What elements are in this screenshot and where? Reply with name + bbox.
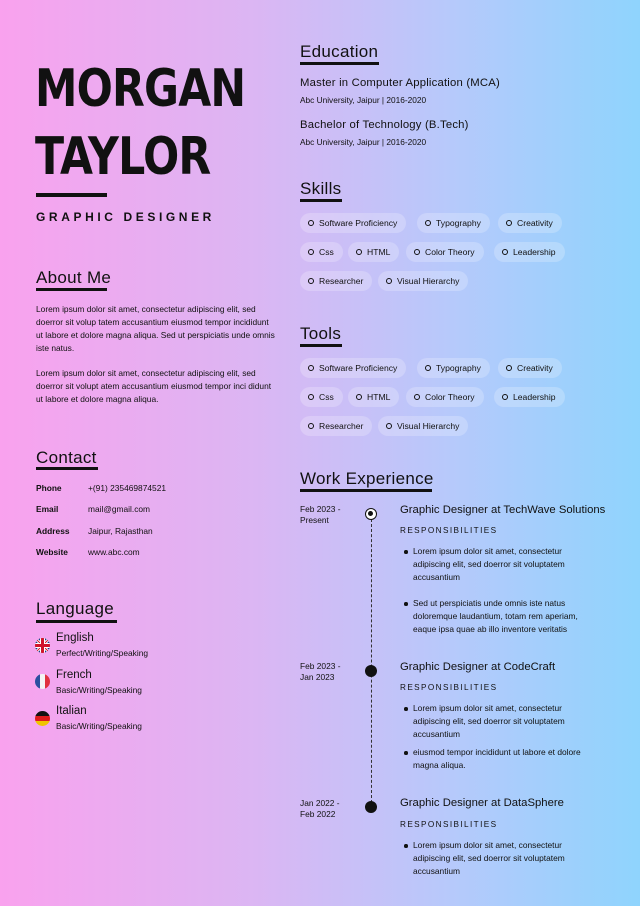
work-underline [300, 489, 432, 492]
tool-chip: HTML [348, 387, 399, 407]
skill-chip: HTML [348, 242, 399, 262]
contact-underline [36, 467, 98, 470]
about-paragraph-1: Lorem ipsum dolor sit amet, consectetur adipiscing elit, sed doerror sit volup tatem accusantium eiusmod tempor incididunt ut labore et dolore magna aliqua. Sed ut perspiciatis unde omnis iste natus. [36, 304, 275, 353]
tool-chip: Creativity [498, 358, 562, 378]
skills-underline [300, 199, 342, 202]
tool-chip: Software Proficiency [300, 358, 406, 378]
education-detail-2: Abc University, Jaipur | 2016-2020 [300, 137, 427, 147]
language-italian: Italian [56, 705, 87, 717]
timeline-line [371, 514, 372, 808]
name-underline [36, 193, 107, 197]
skill-chip: Creativity [498, 213, 562, 233]
timeline-dot [365, 665, 377, 677]
job-1-bullet-2: Sed ut perspiciatis unde omnis iste natus doloremque laudantium, totam rem aperiam, eaque ipsa quae ab illo inventore veritatis [413, 597, 598, 636]
work-title: Work Experience [300, 469, 434, 488]
contact-label-address: Address [36, 526, 70, 536]
job-2-responsibilities-label: RESPONSIBILITIES [400, 683, 498, 692]
about-underline [36, 288, 107, 291]
contact-phone: +(91) 235469874521 [88, 483, 167, 493]
job-3-bullet-1: Lorem ipsum dolor sit amet, consectetur adipiscing elit, sed doerror sit voluptatem accusantium [413, 839, 598, 878]
education-title: Education [300, 42, 379, 61]
job-2-bullet-2: eiusmod tempor incididunt ut labore et dolore magna aliqua. [413, 746, 598, 772]
contact-email[interactable]: mail@gmail.com [88, 504, 151, 514]
skill-chip: Color Theory [406, 242, 484, 262]
tool-chip: Css [300, 387, 343, 407]
timeline-dot-current [365, 508, 377, 520]
language-english-level: Perfect/Writing/Speaking [56, 648, 149, 658]
language-french-level: Basic/Writing/Speaking [56, 685, 142, 695]
job-1-responsibilities-label: RESPONSIBILITIES [400, 526, 498, 535]
tool-chip: Visual Hierarchy [378, 416, 468, 436]
language-title: Language [36, 599, 115, 618]
job-3-responsibilities-label: RESPONSIBILITIES [400, 820, 498, 829]
about-title: About Me [36, 268, 112, 287]
skill-chip: Visual Hierarchy [378, 271, 468, 291]
language-italian-level: Basic/Writing/Speaking [56, 721, 142, 731]
language-french: French [56, 669, 92, 681]
skill-chip: Software Proficiency [300, 213, 406, 233]
job-2-date: Feb 2023 - Jan 2023 [300, 661, 341, 682]
language-underline [36, 620, 117, 623]
timeline-dot [365, 801, 377, 813]
job-1-title: Graphic Designer at TechWave Solutions [400, 504, 606, 516]
job-2-title: Graphic Designer at CodeCraft [400, 661, 556, 673]
tool-chip: Researcher [300, 416, 372, 436]
resume-name [35, 55, 245, 191]
tool-chip: Color Theory [406, 387, 484, 407]
tools-underline [300, 344, 342, 347]
skills-title: Skills [300, 179, 342, 198]
france-flag-icon [35, 674, 50, 689]
last-name: TAYLOR [35, 127, 211, 187]
education-detail-1: Abc University, Jaipur | 2016-2020 [300, 95, 427, 105]
skill-chip: Leadership [494, 242, 565, 262]
language-english: English [56, 632, 94, 644]
education-underline [300, 62, 379, 65]
contact-label-email: Email [36, 504, 59, 514]
contact-address: Jaipur, Rajasthan [88, 526, 153, 536]
skill-chip: Researcher [300, 271, 372, 291]
education-degree-1: Master in Computer Application (MCA) [300, 77, 500, 89]
skill-chip: Css [300, 242, 343, 262]
job-role: GRAPHIC DESIGNER [36, 210, 215, 224]
contact-title: Contact [36, 448, 97, 467]
job-3-date: Jan 2022 - Feb 2022 [300, 798, 340, 819]
germany-flag-icon [35, 711, 50, 726]
job-2-bullet-1: Lorem ipsum dolor sit amet, consectetur adipiscing elit, sed doerror sit voluptatem accusantium [413, 702, 598, 741]
skill-chip: Typography [417, 213, 490, 233]
job-3-title: Graphic Designer at DataSphere [400, 797, 564, 809]
uk-flag-icon [35, 638, 50, 653]
tools-title: Tools [300, 324, 342, 343]
tool-chip: Leadership [494, 387, 565, 407]
first-name: MORGAN [35, 59, 246, 119]
contact-label-website: Website [36, 547, 68, 557]
about-paragraph-2: Lorem ipsum dolor sit amet, consectetur adipiscing elit, sed doerror sit volupt atem accusantium eiusmod tempor inci didunt ut labore et dolore magna aliqua. [36, 368, 272, 404]
contact-label-phone: Phone [36, 483, 62, 493]
contact-website[interactable]: www.abc.com [88, 547, 140, 557]
job-1-date: Feb 2023 - Present [300, 504, 341, 525]
job-1-bullet-1: Lorem ipsum dolor sit amet, consectetur adipiscing elit, sed doerror sit voluptatem accusantium [413, 545, 598, 584]
tool-chip: Typography [417, 358, 490, 378]
education-degree-2: Bachelor of Technology (B.Tech) [300, 119, 469, 131]
